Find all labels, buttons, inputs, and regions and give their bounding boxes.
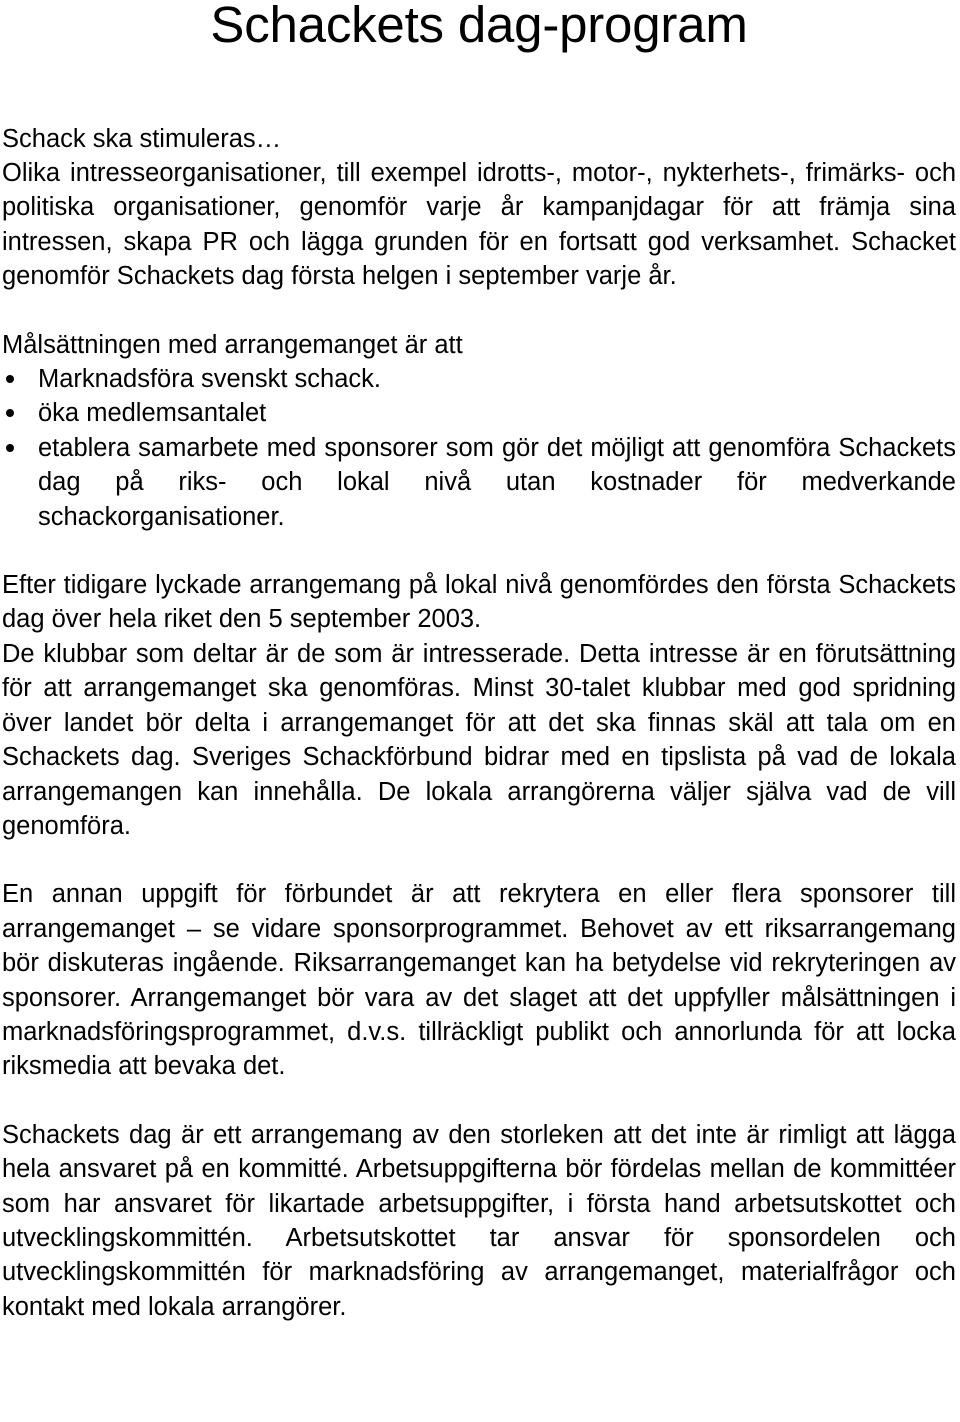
bullet-icon: [6, 444, 14, 452]
committee-paragraph: Schackets dag är ett arrangemang av den storleken att det inte är rimligt att lägga hela ansvaret på en kommitté. Arbetsuppgifterna bör fördelas mellan de kommittéer som har ansvaret för likartade arbetsuppgifter, i första hand arbetsutskottet och utvecklingskommittén. Arbetsutskottet tar ansvar för sponsordelen och utvecklingskommittén för marknadsföring av arrangemanget, materialfrågor och kontakt med lokala arrangörer.: [2, 1120, 956, 1321]
document-title: Schackets dag-program: [210, 0, 748, 53]
paragraph-spacer: [2, 843, 956, 877]
document-subtitle: Schack ska stimuleras…: [2, 125, 282, 153]
sponsors-paragraph: En annan uppgift för förbundet är att rekrytera en eller flera sponsorer till arrangemanget – se vidare sponsorprogrammet. Behovet av ett riksarrangemang bör diskuteras ingående. Riksarrangemanget kan ha betydelse vid rekryteringen av sponsorer. Arrangemanget bör vara av det slaget att det uppfyller målsättningen i marknadsföringsprogrammet, d.v.s. tillräckligt publikt och annorlunda för att locka riksmedia att bevaka det.: [2, 880, 956, 1081]
bullet-icon: [6, 409, 14, 417]
goals-list: [2, 362, 956, 534]
intro-paragraph: Olika intresseorganisationer, till exempel idrotts-, motor-, nykterhets-, frimärks- och politiska organisationer, genomför varje år kampanjdagar för att främja sina intressen, skapa PR och lägga grunden för en fortsatt god verksamhet. Schacket genomför Schackets dag första helgen i september varje år.: [2, 159, 956, 291]
list-item: [2, 396, 956, 430]
bullet-icon: [6, 375, 14, 383]
paragraph-spacer: [2, 1084, 956, 1118]
participation-paragraph: De klubbar som deltar är de som är intresserade. Detta intresse är en förutsättning för att arrangemanget ska genomföras. Minst 30-talet klubbar med god spridning över landet bör delta i arrangemanget för att det ska finnas skäl att tala om en Schackets dag. Sveriges Schackförbund bidrar med en tipslista på vad de lokala arrangemangen kan innehålla. De lokala arrangörerna väljer själva vad de vill genomföra.: [2, 639, 956, 840]
goal-text: Marknadsföra svenskt schack.: [38, 365, 381, 394]
paragraph-spacer: [2, 534, 956, 568]
list-item: [2, 362, 956, 396]
goal-text: etablera samarbete med sponsorer som gör det möjligt att genomföra Schackets dag på riks- och lokal nivå utan kostnader för medverkande schackorganisationer.: [38, 433, 956, 531]
goals-lead: Målsättningen med arrangemanget är att: [2, 330, 463, 359]
list-item: [2, 431, 956, 534]
history-paragraph: Efter tidigare lyckade arrangemang på lokal nivå genomfördes den första Schackets dag över hela riket den 5 september 2003.: [2, 571, 956, 634]
goal-text: öka medlemsantalet: [38, 399, 267, 428]
